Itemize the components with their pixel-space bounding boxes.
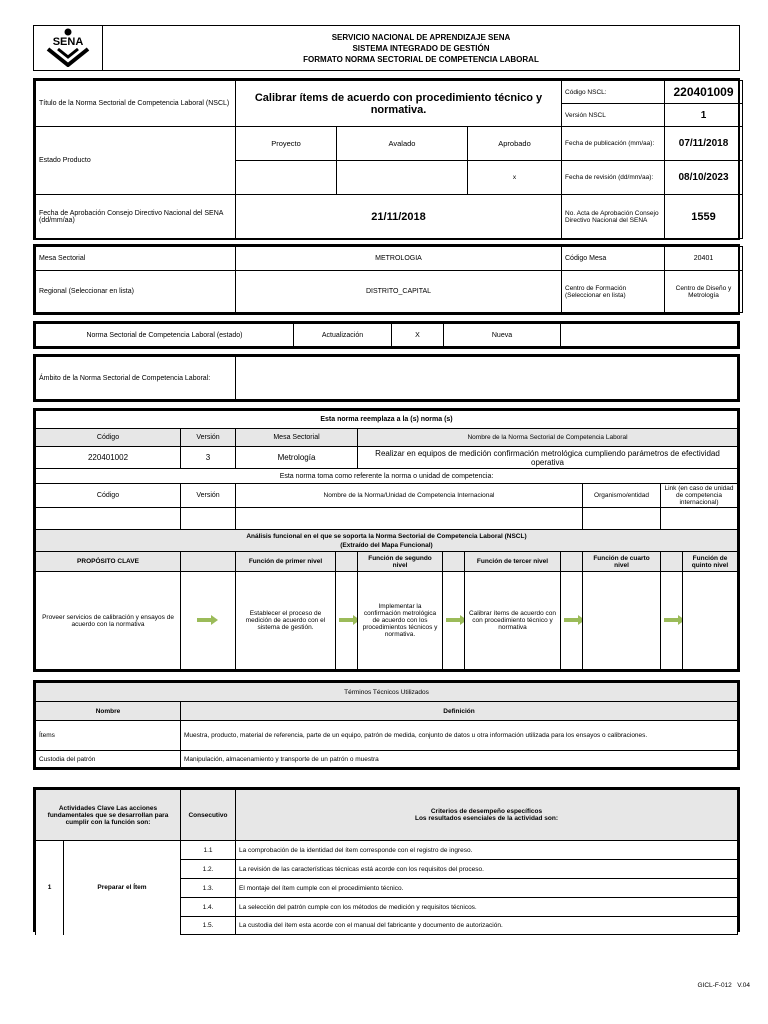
analisis-header-primer: Función de primer nivel (236, 552, 336, 572)
fecha-aprob-value: 21/11/2018 (236, 195, 562, 239)
arrow-cell (561, 572, 583, 670)
arrow-right-icon (446, 615, 465, 625)
mesa-label: Mesa Sectorial (36, 247, 236, 271)
referente-cell (583, 508, 661, 530)
arrow-right-icon (664, 615, 683, 625)
table-row (36, 751, 738, 768)
header-title: SERVICIO NACIONAL DE APRENDIZAJE SENA SISTEMA INTEGRADO DE GESTIÓN FORMATO NORMA SECTORIAL DE COMPETENCIA LABORAL (103, 26, 740, 71)
termino-definicion: Manipulación, almacenamiento y transporte de un patrón o muestra (181, 751, 738, 768)
reemplaza-header-nombre: Nombre de la Norma Sectorial de Competencia Laboral (358, 429, 738, 447)
fecha-pub-value: 07/11/2018 (665, 127, 743, 161)
arrow-cell (336, 572, 358, 670)
analisis-header-proposito: PROPÓSITO CLAVE (36, 552, 181, 572)
segundo-value: Implementar la confirmación metrológica de acuerdo con los procedimientos técnicos y normativa. (358, 572, 443, 670)
criterio-text: El montaje del ítem cumple con el procedimiento técnico. (236, 879, 738, 898)
termino-nombre: Ítems (36, 721, 181, 751)
estado-norma-label: Norma Sectorial de Competencia Laboral (estado) (36, 324, 294, 347)
aprobado-header: Aprobado (468, 127, 562, 161)
ambito-block (33, 354, 740, 402)
terminos-block (33, 680, 740, 770)
version-value: 1 (665, 104, 743, 127)
codigo-mesa-value: 20401 (665, 247, 743, 271)
aprobado-mark: x (468, 161, 562, 195)
referente-header-nombre: Nombre de la Norma/Unidad de Competencia Internacional (236, 484, 583, 508)
analisis-gap (661, 552, 683, 572)
tercer-value: Calibrar ítems de acuerdo con con procedimiento técnico y normativa (465, 572, 561, 670)
analisis-header-tercer: Función de tercer nivel (465, 552, 561, 572)
criterio-id: 1.5. (181, 917, 236, 935)
norms-block (33, 408, 740, 672)
actualizacion-mark: X (392, 324, 444, 347)
terminos-title: Términos Técnicos Utilizados (36, 683, 738, 702)
referente-header-codigo: Código (36, 484, 181, 508)
actividades-header: Actividades Clave Las acciones fundamentales que se desarrollan para cumplir con la función son: (36, 790, 181, 841)
footer-code: GICL-F-012 V.04 (697, 982, 750, 989)
titulo-value: Calibrar ítems de acuerdo con procedimiento técnico y normativa. (236, 81, 562, 127)
nueva-cell (561, 324, 738, 347)
table-row (36, 841, 738, 860)
actividad-name: Preparar el Ítem (64, 841, 181, 935)
terminos-header-nombre: Nombre (36, 702, 181, 721)
criterio-id: 1.2. (181, 860, 236, 879)
arrow-right-icon (564, 615, 583, 625)
avalado-cell (337, 161, 468, 195)
arrow-cell (181, 572, 236, 670)
analisis-header-segundo: Función de segundo nivel (358, 552, 443, 572)
ambito-value (236, 357, 738, 400)
codigo-value: 220401009 (665, 81, 743, 104)
criterio-id: 1.1 (181, 841, 236, 860)
codigo-label: Código NSCL: (562, 81, 665, 104)
fecha-rev-label: Fecha de revisión (dd/mm/aa): (562, 161, 665, 195)
regional-label: Regional (Seleccionar en lista) (36, 271, 236, 313)
estado-block (33, 321, 740, 349)
actividad-num: 1 (36, 841, 64, 935)
referente-header-version: Versión (181, 484, 236, 508)
analisis-gap (561, 552, 583, 572)
referente-cell (661, 508, 738, 530)
nueva-label: Nueva (444, 324, 561, 347)
header-block (33, 25, 740, 71)
analisis-header-cuarto: Función de cuarto nivel (583, 552, 661, 572)
criterio-text: La comprobación de la identidad del ítem corresponde con el registro de ingreso. (236, 841, 738, 860)
analisis-gap (181, 552, 236, 572)
centro-value: Centro de Diseño y Metrología (665, 271, 743, 313)
fecha-aprob-label: Fecha de Aprobación Consejo Directivo Nacional del SENA (dd/mm/aa) (36, 195, 236, 239)
centro-label: Centro de Formación (Seleccionar en lista) (562, 271, 665, 313)
criterio-text: La revisión de las características técnicas está acorde con los requisitos del proceso. (236, 860, 738, 879)
reemplaza-codigo: 220401002 (36, 447, 181, 469)
mesa-block (33, 244, 740, 315)
terminos-header-definicion: Definición (181, 702, 738, 721)
primer-value: Establecer el proceso de medición de acuerdo con el sistema de gestión. (236, 572, 336, 670)
criterios-header: Criterios de desempeño específicos Los resultados esenciales de la actividad son: (236, 790, 738, 841)
svg-text:SENA: SENA (52, 36, 84, 48)
referente-cell (36, 508, 181, 530)
reemplaza-nombre: Realizar en equipos de medición confirmación metrológica cumpliendo parámetros de efectividad operativa (358, 447, 738, 469)
table-row (36, 721, 738, 751)
proposito-value: Proveer servicios de calibración y ensayos de acuerdo con la normativa (36, 572, 181, 670)
regional-value: DISTRITO_CAPITAL (236, 271, 562, 313)
cuarto-value (583, 572, 661, 670)
analisis-title: Análisis funcional en el que se soporta la Norma Sectorial de Competencia Laboral (NSCL) (Extraído del Mapa Funcional) (36, 530, 738, 552)
sena-logo-icon (42, 27, 94, 67)
termino-nombre: Custodia del patrón (36, 751, 181, 768)
reemplaza-mesa: Metrología (236, 447, 358, 469)
reemplaza-header-mesa: Mesa Sectorial (236, 429, 358, 447)
arrow-right-icon (339, 615, 358, 625)
proyecto-header: Proyecto (236, 127, 337, 161)
criterio-text: La custodia del ítem esta acorde con el manual del fabricante y documento de autorización. (236, 917, 738, 935)
avalado-header: Avalado (337, 127, 468, 161)
fecha-pub-label: Fecha de publicación (mm/aa): (562, 127, 665, 161)
estado-label: Estado Producto (36, 127, 236, 195)
referente-cell (181, 508, 236, 530)
criterio-id: 1.3. (181, 879, 236, 898)
reemplaza-title: Esta norma reemplaza a la (s) norma (s) (36, 411, 738, 429)
proyecto-cell (236, 161, 337, 195)
mesa-value: METROLOGIA (236, 247, 562, 271)
analisis-gap (336, 552, 358, 572)
arrow-cell (661, 572, 683, 670)
criterio-text: La selección del patrón cumple con los métodos de medición y requisitos técnicos. (236, 898, 738, 917)
criterio-id: 1.4. (181, 898, 236, 917)
ambito-label: Ámbito de la Norma Sectorial de Competencia Laboral: (36, 357, 236, 400)
referente-header-organismo: Organismo/entidad (583, 484, 661, 508)
arrow-right-icon (197, 615, 219, 625)
reemplaza-header-codigo: Código (36, 429, 181, 447)
version-label: Versión NSCL (562, 104, 665, 127)
actualizacion-label: Actualización (294, 324, 392, 347)
actividades-block (33, 787, 740, 932)
referente-header-link: Link (en caso de unidad de competencia internacional) (661, 484, 738, 508)
referente-title: Esta norma toma como referente la norma o unidad de competencia: (36, 469, 738, 484)
analisis-gap (443, 552, 465, 572)
codigo-mesa-label: Código Mesa (562, 247, 665, 271)
info-block (33, 78, 740, 240)
titulo-label: Título de la Norma Sectorial de Competencia Laboral (NSCL) (36, 81, 236, 127)
termino-definicion: Muestra, producto, material de referencia, parte de un equipo, patrón de medida, conjunto de datos u otra información utilizada para los ensayos o calibraciones. (181, 721, 738, 751)
referente-cell (236, 508, 583, 530)
acta-label: No. Acta de Aprobación Consejo Directivo Nacional del SENA (562, 195, 665, 239)
analisis-header-quinto: Función de quinto nivel (683, 552, 738, 572)
fecha-rev-value: 08/10/2023 (665, 161, 743, 195)
reemplaza-header-version: Versión (181, 429, 236, 447)
arrow-cell (443, 572, 465, 670)
consecutivo-header: Consecutivo (181, 790, 236, 841)
quinto-value (683, 572, 738, 670)
logo-cell (34, 26, 103, 71)
acta-value: 1559 (665, 195, 743, 239)
reemplaza-version: 3 (181, 447, 236, 469)
